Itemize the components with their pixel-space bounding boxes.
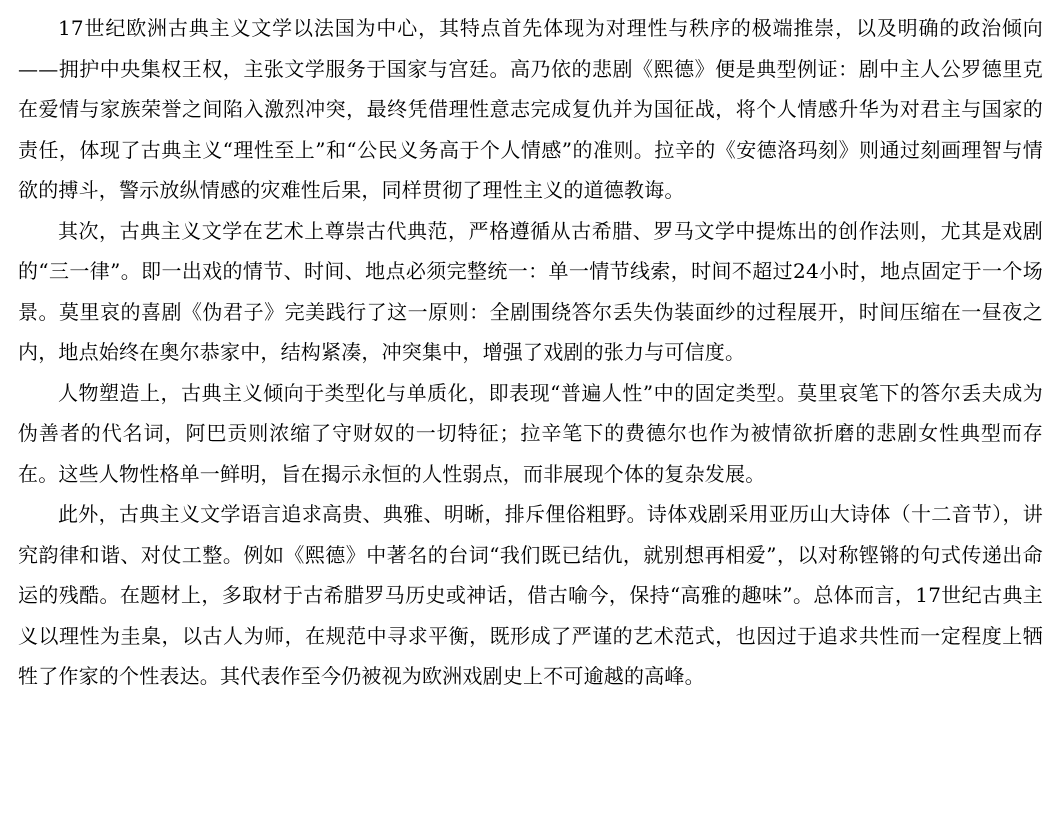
paragraph-3: 人物塑造上，古典主义倾向于类型化与单质化，即表现“普遍人性”中的固定类型。莫里哀笔下的答尔丢夫成为伪善者的代名词，阿巴贡则浓缩了守财奴的一切特征；拉辛笔下的费德尔也作为被情欲折磨的悲剧女性典型而存在。这些人物性格单一鲜明，旨在揭示永恒的人性弱点，而非展现个体的复杂发展。 bbox=[18, 380, 1043, 486]
paragraph-2: 其次，古典主义文学在艺术上尊崇古代典范，严格遵循从古希腊、罗马文学中提炼出的创作法则，尤其是戏剧的“三一律”。即一出戏的情节、时间、地点必须完整统一：单一情节线索，时间不超过24小时，地点固定于一个场景。莫里哀的喜剧《伪君子》完美践行了这一原则：全剧围绕答尔丢失伪装面纱的过程展开，时间压缩在一昼夜之内，地点始终在奥尔恭家中，结构紧凑，冲突集中，增强了戏剧的张力与可信度。 bbox=[18, 218, 1043, 364]
paragraph-4: 此外，古典主义文学语言追求高贵、典雅、明晰，排斥俚俗粗野。诗体戏剧采用亚历山大诗体（十二音节），讲究韵律和谐、对仗工整。例如《熙德》中著名的台词“我们既已结仇，就别想再相爱”，以对称铿锵的句式传递出命运的残酷。在题材上，多取材于古希腊罗马历史或神话，借古喻今，保持“高雅的趣味”。总体而言，17世纪古典主义以理性为圭臬，以古人为师，在规范中寻求平衡，既形成了严谨的艺术范式，也因过于追求共性而一定程度上牺牲了作家的个性表达。其代表作至今仍被视为欧洲戏剧史上不可逾越的高峰。 bbox=[18, 502, 1043, 688]
paragraph-1: 17世纪欧洲古典主义文学以法国为中心，其特点首先体现为对理性与秩序的极端推崇，以及明确的政治倾向——拥护中央集权王权，主张文学服务于国家与宫廷。高乃依的悲剧《熙德》便是典型例证：剧中主人公罗德里克在爱情与家族荣誉之间陷入激烈冲突，最终凭借理性意志完成复仇并为国征战，将个人情感升华为对君主与国家的责任，体现了古典主义“理性至上”和“公民义务高于个人情感”的准则。拉辛的《安德洛玛刻》则通过刻画理智与情欲的搏斗，警示放纵情感的灾难性后果，同样贯彻了理性主义的道德教诲。 bbox=[18, 16, 1043, 202]
